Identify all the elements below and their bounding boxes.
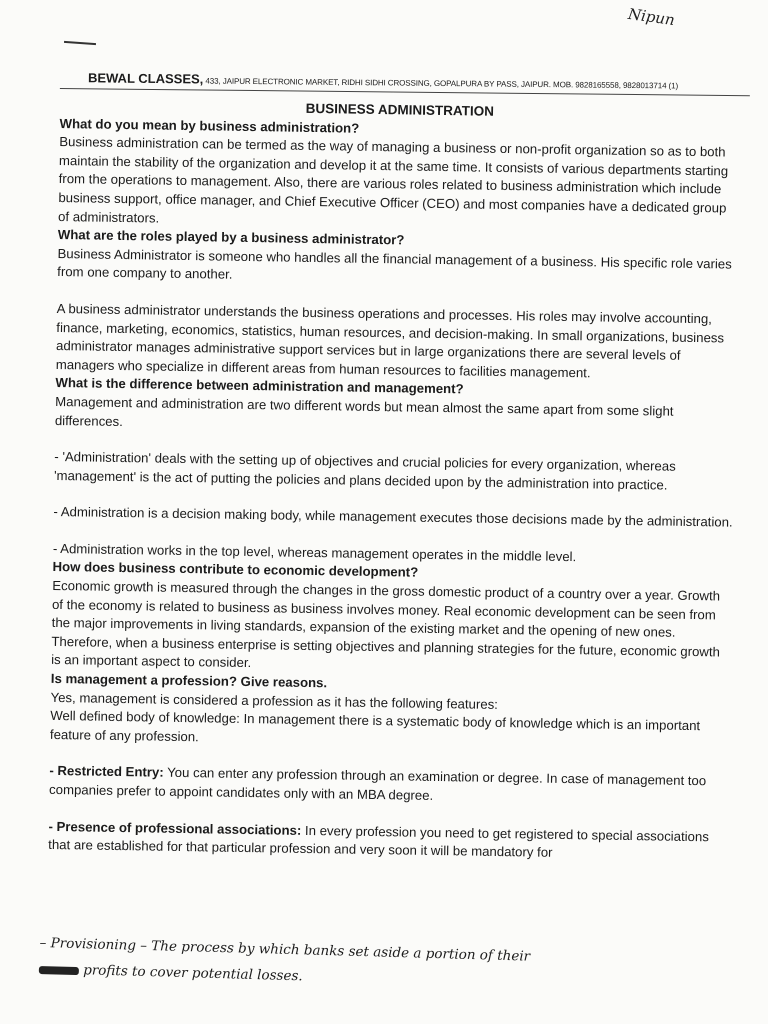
paragraph-text: You can enter any profession through an examination or degree. In case of management too companies prefer to appoint candidates only with an MBA degree. — [48, 765, 707, 803]
paragraph: Economic growth is measured through the changes in the gross domestic product of a country over a year. Growth of the economy is related to business as business involves money. Real economic development can be seen from the major improvements in living standards, expansion of the existing market and the opening of new ones. Therefore, when a business enterprise is setting objectives and planning strategies for the future, economic growth is an important aspect to consider. — [51, 578, 721, 671]
handwritten-note — [39, 930, 740, 1002]
brand-address: 433, JAIPUR ELECTRONIC MARKET, RIDHI SIDHI CROSSING, GOPALPURA BY PASS, JAIPUR. MOB. 9828165558, 9828013714 — [205, 76, 667, 91]
paragraph: Business Administrator is someone who handles all the financial management of a business. His specific role varies from one company to another. — [57, 245, 732, 283]
paragraph-lead: - Presence of professional associations: — [48, 818, 302, 838]
handwritten-name: Nipun — [626, 4, 676, 30]
paragraph-text: In every profession you need to get registered to special associations that are established for that particular profession and very soon it will be mandatory for — [48, 822, 710, 861]
paragraph: - Administration is a decision making body, while management executes those decisions made by the administration. — [53, 504, 733, 530]
document-title: BUSINESS ADMINISTRATION — [305, 100, 495, 119]
paragraph: Yes, management is considered a profession as it has the following features: — [50, 689, 499, 712]
scribble-mark — [39, 965, 79, 974]
paragraph-lead: - Restricted Entry: — [49, 763, 164, 781]
paragraph: Management and administration are two different words but mean almost the same apart from some slight differences. — [54, 393, 674, 429]
paragraph: - Administration works in the top level, whereas management operates in the middle level. — [52, 540, 577, 565]
question-heading: Is management a profession? Give reasons. — [50, 670, 328, 691]
handwritten-note-line: – Provisioning – The process by which banks set aside a portion of their — [39, 934, 531, 965]
letterhead — [60, 70, 750, 92]
paragraph: Business administration can be termed as the way of managing a business or non-profit organization so as to both maintain the stability of the organization and develop it at the same time. It consists of various departments starting from the operations to management. Also, there are various roles related to business administration which include business support, office manager, and Chief Executive Officer (CEO) and most companies have a dedicated group of administrators. — [57, 134, 729, 226]
paragraph: - 'Administration' deals with the setting up of objectives and crucial policies for every organization, whereas 'management' is the act of putting the policies and plans decided upon by the administration into practice. — [53, 449, 676, 493]
question-heading: What are the roles played by a business administrator? — [57, 227, 405, 248]
handwritten-note-text: profits to cover potential losses. — [82, 962, 303, 985]
document-body — [48, 96, 740, 865]
paragraph: Well defined body of knowledge: In management there is a systematic body of knowledge which is an important feature of any profession. — [49, 708, 701, 745]
question-heading: How does business contribute to economic development? — [52, 559, 419, 581]
paragraph: A business administrator understands the business operations and processes. His roles may involve accounting, finance, marketing, economics, statistics, human resources, and decision-making. In small organizations, business administrator manages administrative support services but in large organizations there are several levels of managers who specialize in different areas from human resources to facilities management. — [55, 300, 725, 381]
question-heading: What do you mean by business administration? — [59, 115, 360, 136]
pen-dash-mark — [64, 41, 96, 45]
question-heading: What is the difference between administration and management? — [55, 375, 464, 397]
page-number: (1) — [668, 81, 679, 91]
brand-name: BEWAL CLASSES, — [87, 70, 204, 87]
